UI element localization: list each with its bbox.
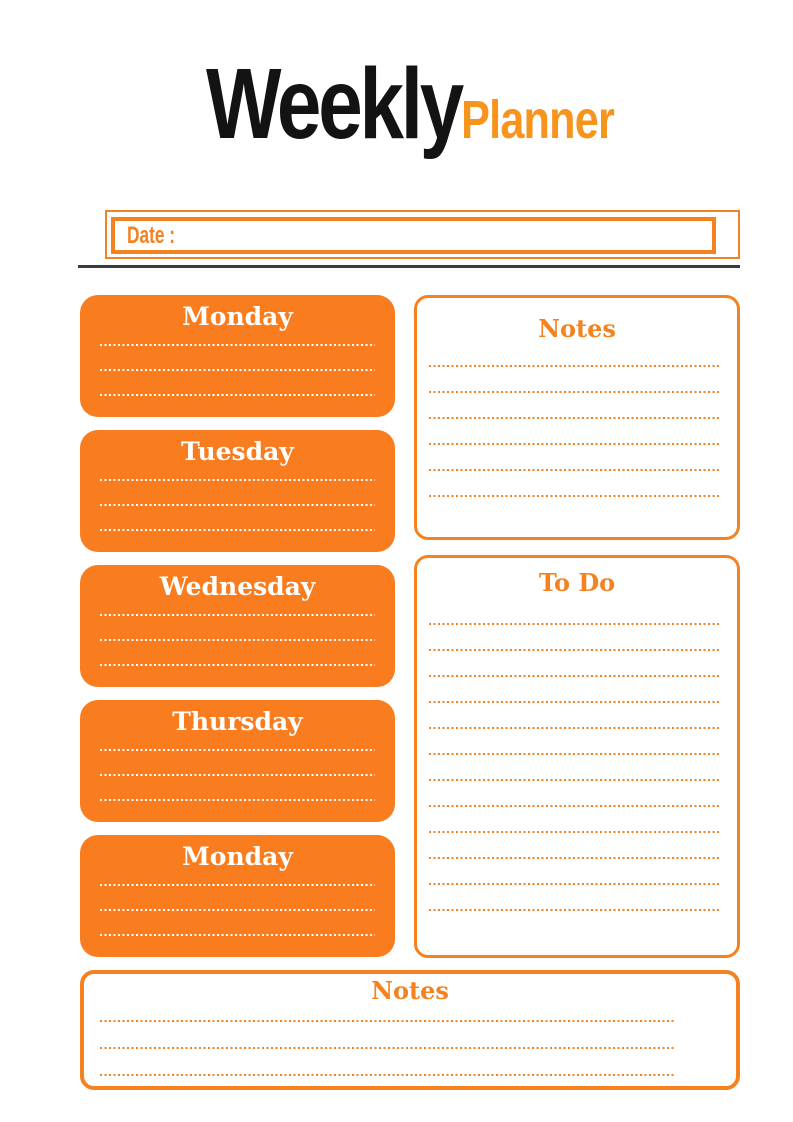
writing-line[interactable] (429, 649, 719, 651)
writing-line[interactable] (429, 753, 719, 755)
bottom-notes-panel (80, 970, 740, 1090)
writing-line[interactable] (429, 727, 719, 729)
writing-line[interactable] (429, 805, 719, 807)
date-field-frame (105, 210, 740, 259)
todo-title: To Do (538, 568, 616, 597)
writing-line[interactable] (100, 614, 375, 616)
day-title: Tuesday (181, 437, 294, 466)
writing-line[interactable] (100, 394, 375, 396)
writing-line[interactable] (100, 639, 375, 641)
day-card (80, 565, 395, 687)
writing-line[interactable] (429, 831, 719, 833)
notes-panel (414, 295, 740, 540)
writing-line[interactable] (429, 883, 719, 885)
day-lines (80, 884, 395, 936)
main-content (80, 295, 740, 958)
notes-title: Notes (538, 314, 616, 343)
day-lines (80, 479, 395, 531)
day-card (80, 430, 395, 552)
page-title (146, 48, 674, 162)
day-lines (80, 614, 395, 666)
writing-line[interactable] (429, 779, 719, 781)
writing-line[interactable] (100, 909, 375, 911)
day-card (80, 295, 395, 417)
writing-line[interactable] (429, 495, 719, 497)
date-label: Date : (127, 221, 176, 249)
bottom-notes-title: Notes (371, 976, 449, 1005)
writing-line[interactable] (429, 469, 719, 471)
title-word-weekly: Weekly (206, 48, 462, 160)
writing-line[interactable] (100, 799, 375, 801)
writing-line[interactable] (100, 749, 375, 751)
day-title: Wednesday (159, 572, 316, 601)
day-lines (80, 344, 395, 396)
writing-line[interactable] (100, 344, 375, 346)
writing-line[interactable] (429, 391, 719, 393)
notes-lines (417, 365, 737, 497)
title-word-planner: Planner (461, 90, 614, 150)
right-column (414, 295, 740, 958)
date-field[interactable] (111, 217, 716, 254)
writing-line[interactable] (429, 701, 719, 703)
writing-line[interactable] (429, 623, 719, 625)
header-divider (78, 265, 740, 268)
writing-line[interactable] (100, 774, 375, 776)
writing-line[interactable] (100, 884, 375, 886)
writing-line[interactable] (100, 1020, 675, 1022)
day-title: Monday (182, 302, 293, 331)
writing-line[interactable] (429, 675, 719, 677)
todo-lines (417, 623, 737, 911)
day-card (80, 835, 395, 957)
writing-line[interactable] (100, 479, 375, 481)
day-title: Monday (182, 842, 293, 871)
day-title: Thursday (172, 707, 303, 736)
todo-panel (414, 555, 740, 958)
writing-line[interactable] (429, 417, 719, 419)
writing-line[interactable] (100, 664, 375, 666)
writing-line[interactable] (429, 365, 719, 367)
writing-line[interactable] (100, 529, 375, 531)
writing-line[interactable] (429, 443, 719, 445)
writing-line[interactable] (100, 934, 375, 936)
bottom-notes-lines (84, 1020, 736, 1076)
day-card (80, 700, 395, 822)
writing-line[interactable] (100, 1047, 675, 1049)
day-cards-column (80, 295, 395, 958)
writing-line[interactable] (429, 857, 719, 859)
writing-line[interactable] (100, 1074, 675, 1076)
writing-line[interactable] (100, 369, 375, 371)
writing-line[interactable] (429, 909, 719, 911)
writing-line[interactable] (100, 504, 375, 506)
day-lines (80, 749, 395, 801)
